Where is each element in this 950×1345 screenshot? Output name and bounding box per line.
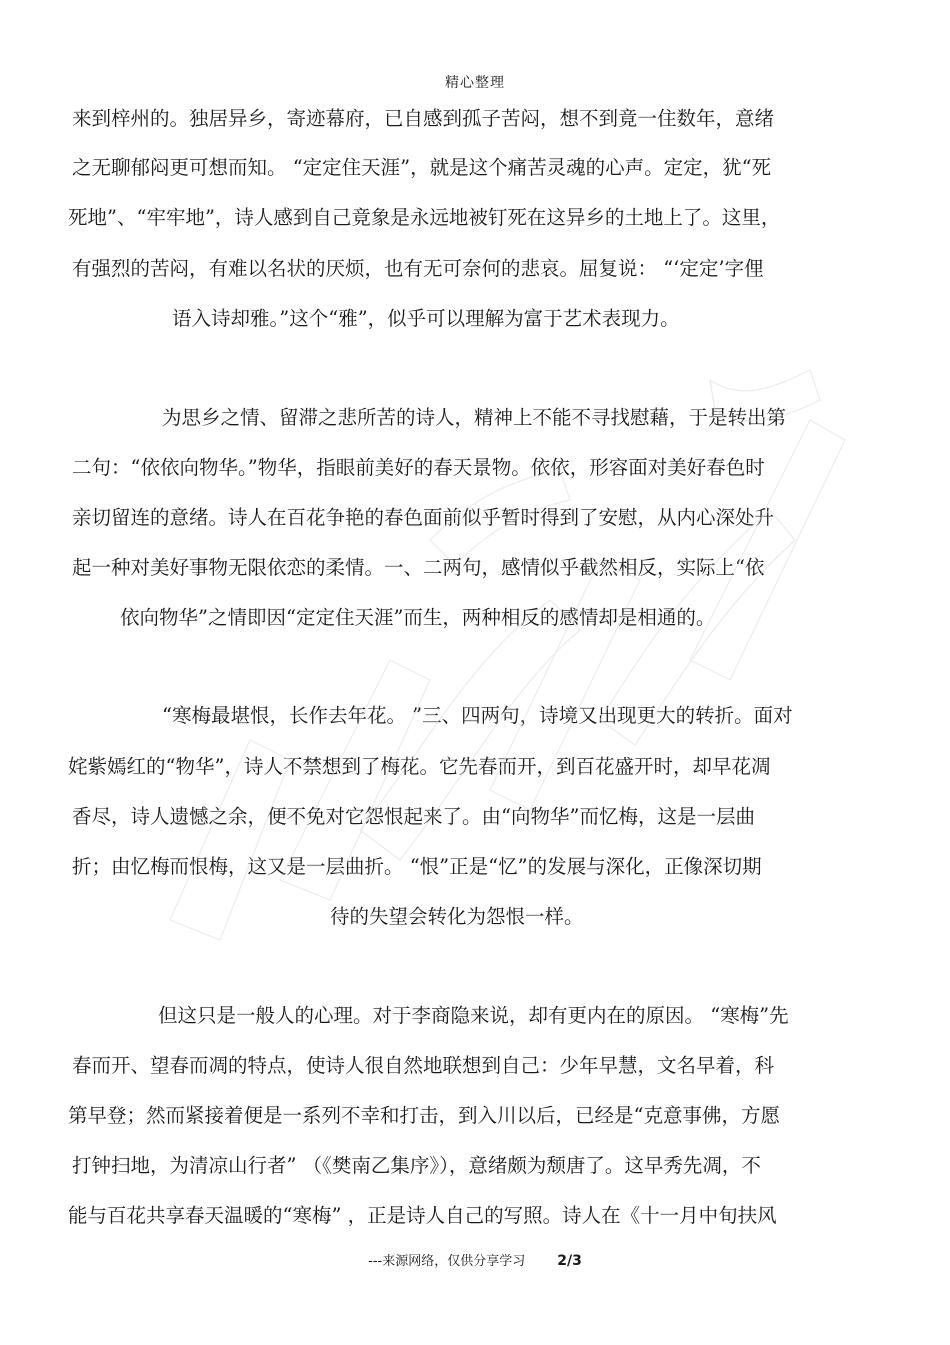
footer-source-note: ---来源网络，仅供分享学习 xyxy=(368,1254,526,1269)
text-line: 待的失望会转化为怨恨一样。 xyxy=(330,905,584,928)
text-line: 香尽，诗人遗憾之余，便不免对它怨恨起来了。由“向物华”而忆梅，这是一层曲 xyxy=(72,805,755,828)
text-line: 死地”、“牢牢地”，诗人感到自己竟象是永远地被钉死在这异乡的土地上了。这里， xyxy=(68,206,781,229)
text-line: 来到梓州的。独居异乡，寄迹幕府，已自感到孤子苦闷，想不到竟一住数年，意绪 xyxy=(72,107,775,130)
text-line: 依向物华”之情即因“定定住天涯”而生，两种相反的感情却是相通的。 xyxy=(120,606,716,629)
page-number: 2/3 xyxy=(557,1253,582,1269)
page-header: 精心整理 xyxy=(445,75,505,91)
text-line: 姹紫嫣红的“物华”，诗人不禁想到了梅花。它先春而开，到百花盛开时，却早花凋 xyxy=(68,755,771,778)
text-line: 二句：“依依向物华。”物华，指眼前美好的春天景物。依依，形容面对美好春色时 xyxy=(72,456,765,479)
text-line: 亲切留连的意绪。诗人在百花争艳的春色面前似乎暂时得到了安慰，从内心深处升 xyxy=(72,506,775,529)
text-line: 折；由忆梅而恨梅，这又是一层曲折。 “恨”正是“忆”的发展与深化，正像深切期 xyxy=(72,855,762,878)
text-line: 打钟扫地，为清凉山行者” （《樊南乙集序》），意绪颇为颓唐了。这早秀先凋，不 xyxy=(72,1154,761,1177)
text-line: 之无聊郁闷更可想而知。 “定定住天涯”，就是这个痛苦灵魂的心声。定定，犹“死 xyxy=(72,156,772,179)
text-line: 语入诗却雅。”这个“雅”，似乎可以理解为富于艺术表现力。 xyxy=(172,307,680,330)
text-line: 第早登；然而紧接着便是一系列不幸和打击，到入川以后，已经是“克意事佛，方愿 xyxy=(68,1104,780,1127)
page-footer xyxy=(0,1250,950,1269)
text-line: 起一种对美好事物无限依恋的柔情。一、二两句，感情似乎截然相反，实际上“依 xyxy=(72,556,765,579)
text-line: “寒梅最堪恨，长作去年花。 ”三、四两句，诗境又出现更大的转折。面对 xyxy=(162,704,793,727)
text-line: 有强烈的苦闷，有难以名状的厌烦，也有无可奈何的悲哀。屈复说： “‘定定’字俚 xyxy=(72,257,764,280)
text-line: 但这只是一般人的心理。对于李商隐来说，却有更内在的原因。 “寒梅”先 xyxy=(158,1004,789,1027)
text-line: 为思乡之情、留滞之悲所苦的诗人，精神上不能不寻找慰藉，于是转出第 xyxy=(162,406,787,429)
text-line: 春而开、望春而凋的特点，使诗人很自然地联想到自己：少年早慧，文名早着，科 xyxy=(72,1054,775,1077)
text-line: 能与百花共享春天温暖的“寒梅” ，正是诗人自己的写照。诗人在《十一月中旬扶风 xyxy=(68,1204,777,1227)
